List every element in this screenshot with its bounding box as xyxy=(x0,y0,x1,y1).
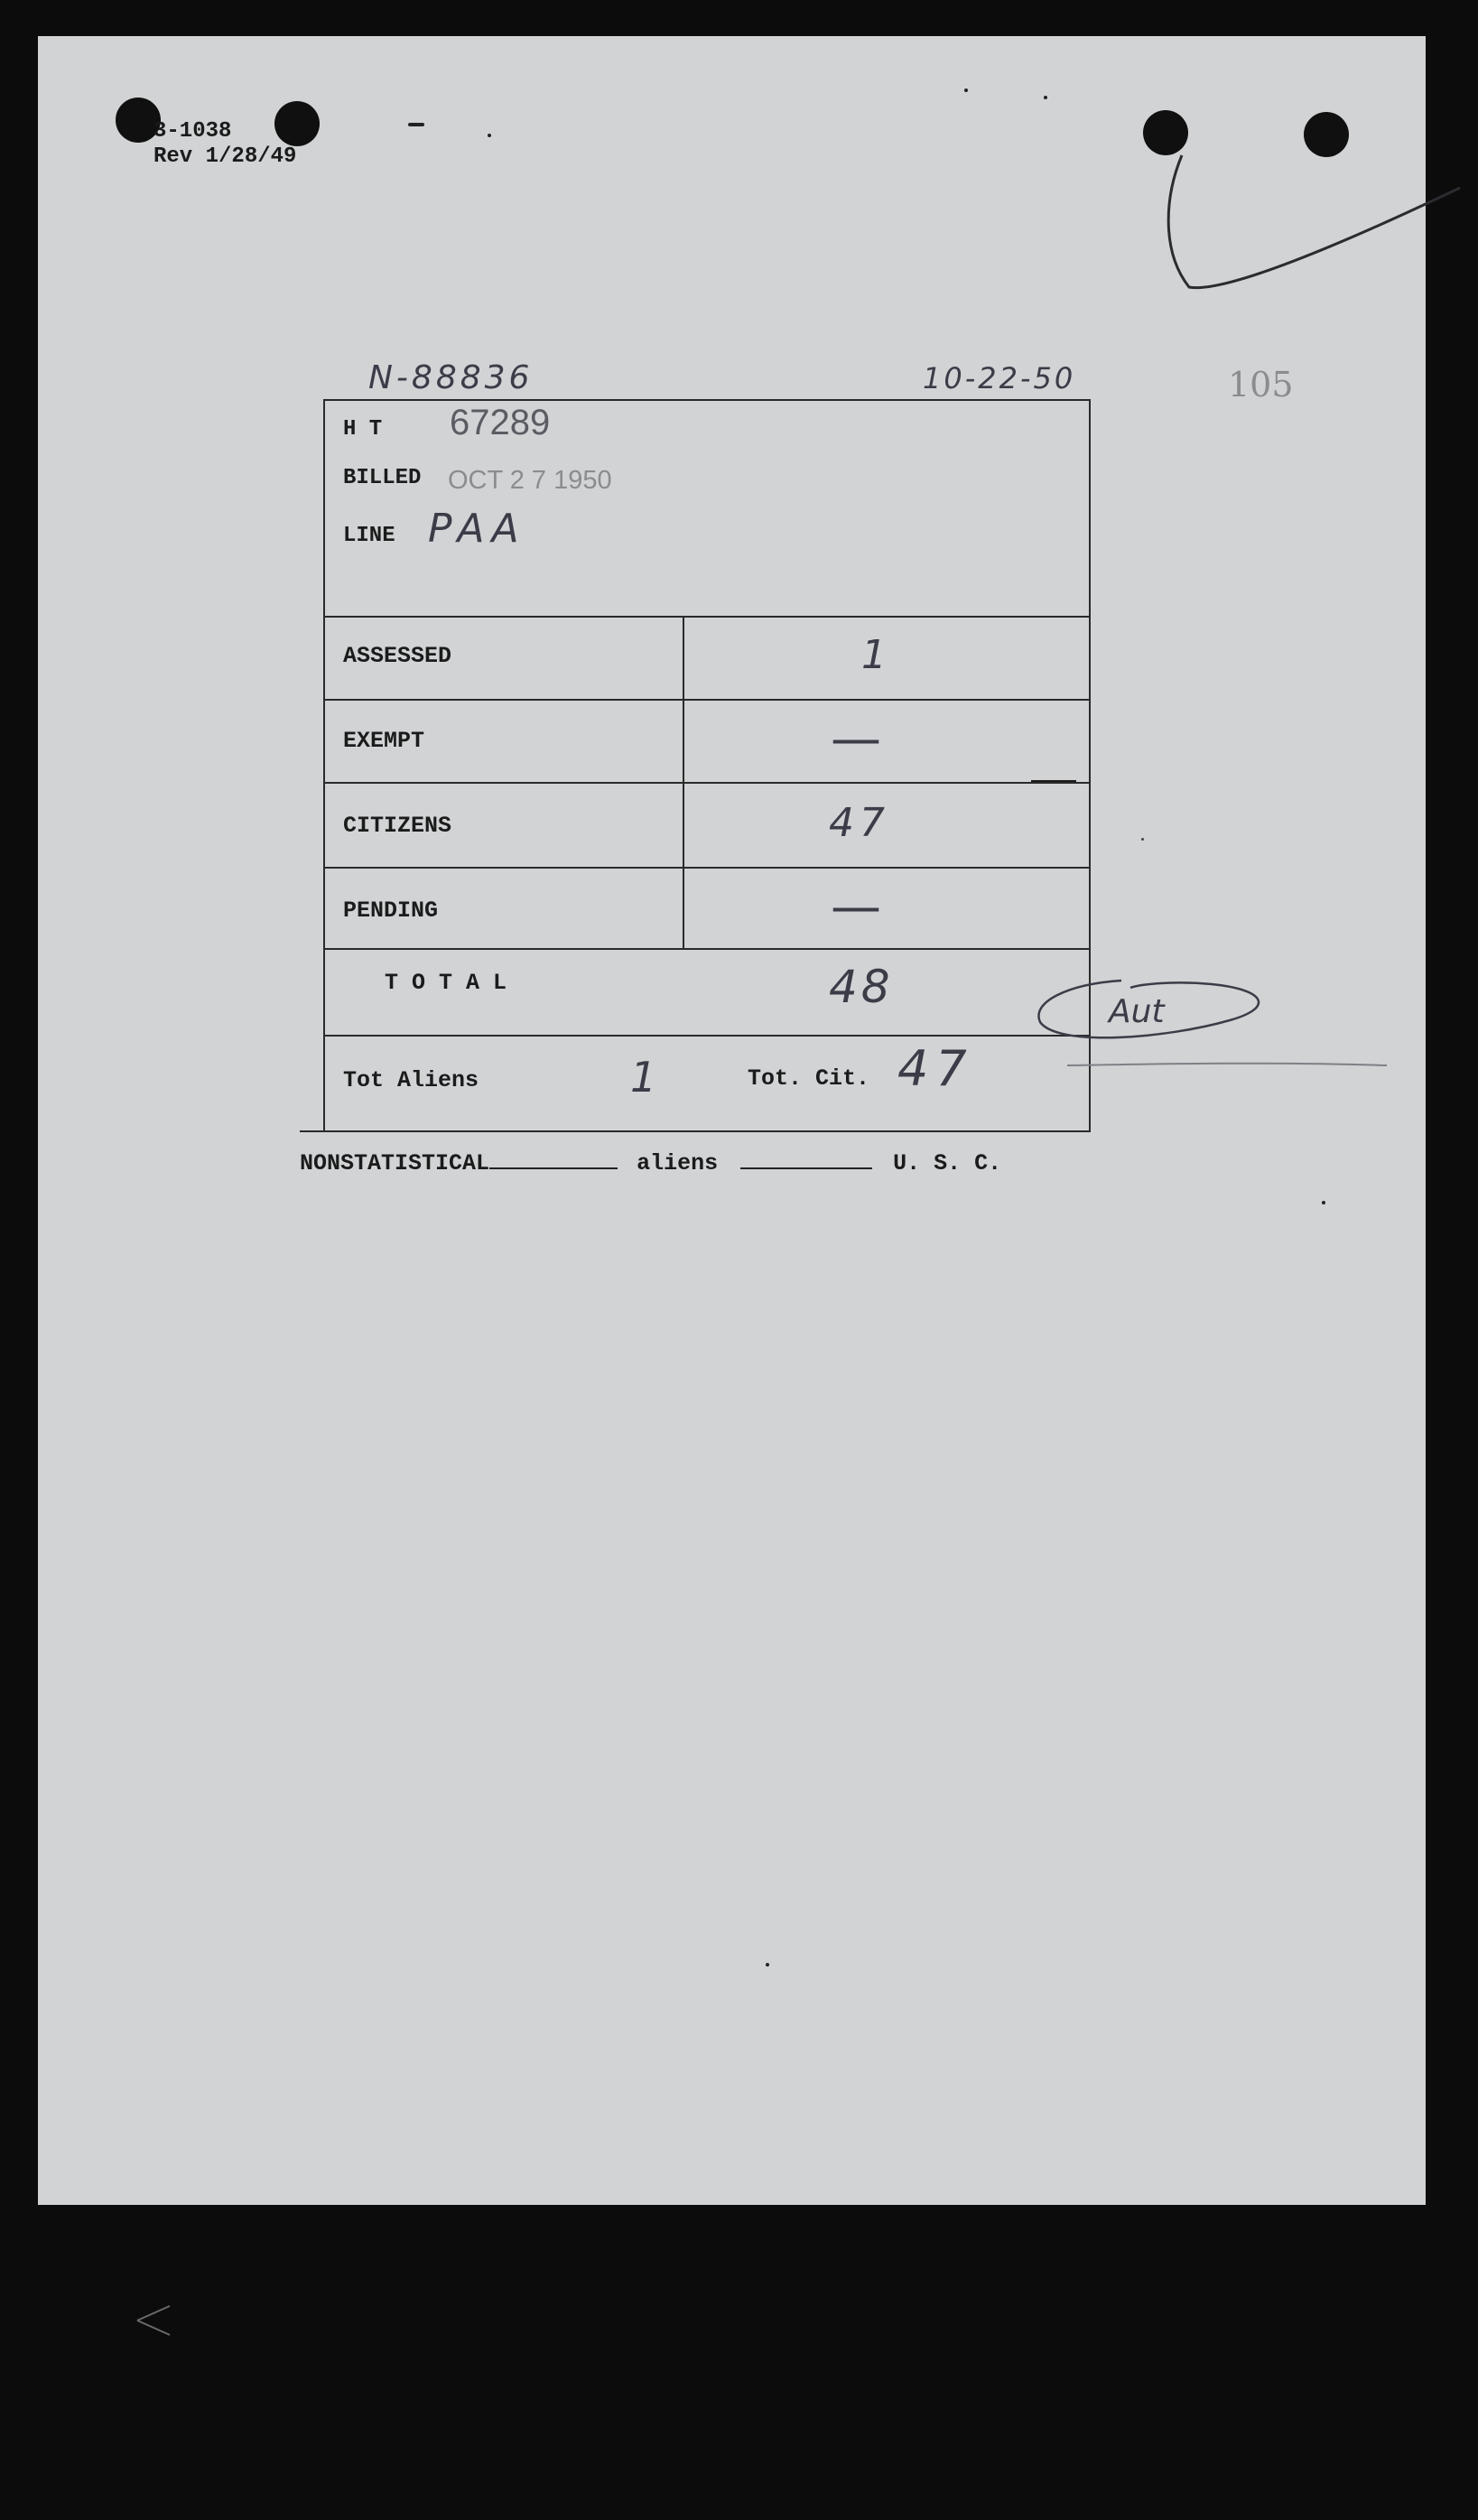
billed-date-stamp: OCT 2 7 1950 xyxy=(448,466,612,495)
row-label-pending: PENDING xyxy=(343,897,439,924)
initials-circle-icon xyxy=(1031,975,1392,1120)
line-label: LINE xyxy=(343,524,395,548)
total-label: T O T A L xyxy=(385,970,507,996)
tot-aliens-value: 1 xyxy=(630,1053,657,1102)
nonstatistical-aliens-blank xyxy=(489,1167,618,1169)
nonstatistical-usc-blank xyxy=(740,1167,872,1169)
row-label-exempt: EXEMPT xyxy=(343,728,425,754)
aliens-label: aliens xyxy=(637,1150,719,1176)
billed-label: BILLED xyxy=(343,466,422,490)
row-value-exempt: — xyxy=(831,710,881,768)
punch-hole-icon xyxy=(274,101,320,146)
line-value: PAA xyxy=(428,506,526,552)
ht-label: H T xyxy=(343,417,383,442)
document-page xyxy=(38,36,1426,2205)
nonstatistical-line xyxy=(300,1150,1001,1176)
speck xyxy=(766,1963,769,1967)
tot-cit-value: 47 xyxy=(897,1040,974,1097)
page-number: 105 xyxy=(1228,365,1294,405)
speck xyxy=(1322,1201,1325,1204)
speck xyxy=(408,123,424,126)
nonstatistical-label: NONSTATISTICAL xyxy=(300,1150,490,1176)
speck xyxy=(1141,838,1144,841)
row-value-pending: — xyxy=(831,878,881,936)
speck xyxy=(488,134,491,137)
row-value-citizens: 47 xyxy=(829,800,890,846)
usc-label: U. S. C. xyxy=(893,1150,1002,1176)
tot-aliens-label: Tot Aliens xyxy=(343,1067,479,1093)
record-date: 10-22-50 xyxy=(923,361,1076,395)
row-label-citizens: CITIZENS xyxy=(343,813,452,839)
row-value-assessed: 1 xyxy=(861,632,887,678)
form-revision: Rev 1/28/49 xyxy=(153,144,297,169)
tot-cit-label: Tot. Cit. xyxy=(748,1065,870,1092)
speck xyxy=(964,88,968,92)
speck xyxy=(1044,96,1047,99)
manifest-number: N-88836 xyxy=(368,359,534,396)
total-value: 48 xyxy=(829,961,894,1013)
initials: Aut xyxy=(1109,993,1165,1030)
form-number: 3-1038 xyxy=(153,119,232,144)
ht-value: 67289 xyxy=(450,403,551,442)
scan-artifact-icon xyxy=(134,2302,179,2339)
row-label-assessed: ASSESSED xyxy=(343,643,452,669)
check-mark-icon xyxy=(1162,144,1469,325)
